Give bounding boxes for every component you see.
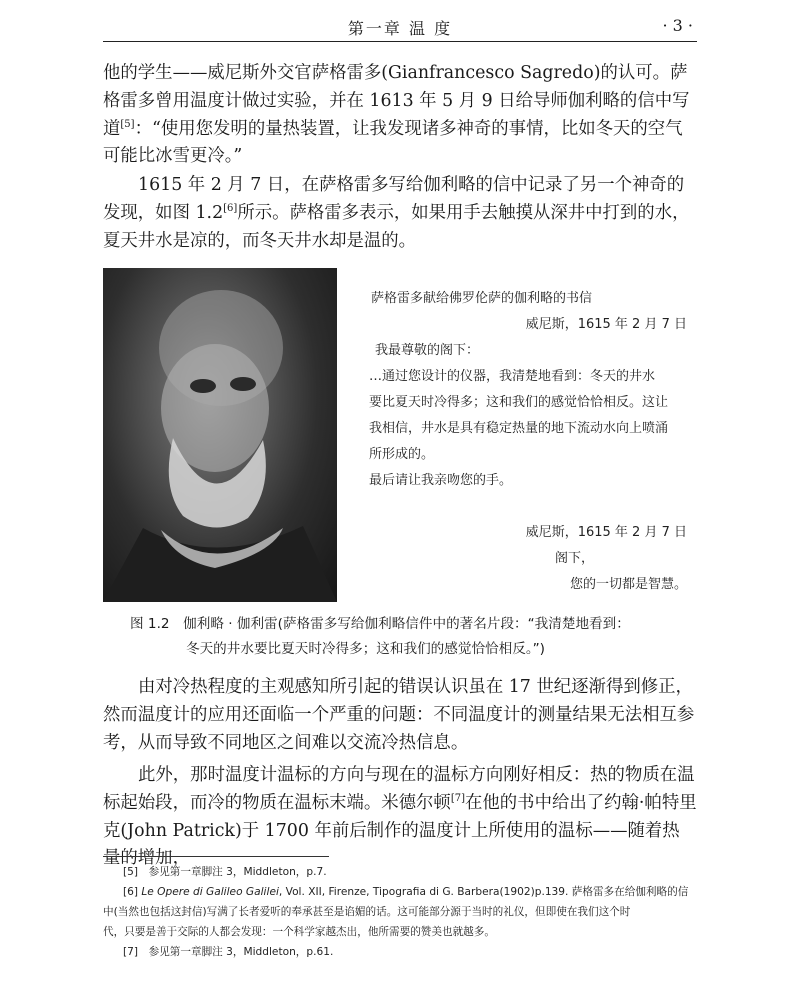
footnote-text: [6] [123,886,142,898]
letter-signature-addressee: 阁下， [555,551,595,566]
letter-place-date: 威尼斯，1615 年 2 月 7 日 [525,317,687,332]
paragraph-3 [103,674,697,757]
paragraph-text: 在他的书中给出了约翰·帕特里克(John Patrick)于 1700 年前后制作的温度计上所使用的温标——随着热量的增加， [103,792,697,869]
figure-1-2 [103,266,697,608]
reference-mark: [5] [120,118,135,130]
footnote-6-line: 代，只要是善于交际的人都会发现：一个科学家越杰出，他所需要的赞美也就越多。 [103,926,495,938]
caption-line: 冬天的井水要比夏天时冷得多；这和我们的感觉恰恰相反。”) [186,641,545,657]
running-header [103,14,697,42]
reference-mark: [6] [223,202,238,214]
figure-caption [130,612,690,662]
paragraph-text: 1615 年 2 月 7 日，在萨格雷多写给伽利略的信中记录了另一个神奇的发现，如图 1.2 [103,175,685,223]
page-number: · 3 · [662,16,693,35]
letter-signature-date: 威尼斯，1615 年 2 月 7 日 [525,525,687,540]
paragraph-text: 所示。萨格雷多表示，如果用手去触摸从深井中打到的水，夏天井水是凉的，而冬天井水却是温的。 [103,202,690,251]
letter-body-line: 要比夏天时冷得多；这和我们的感觉恰恰相反。这让 [369,395,669,410]
footnote-book-title: Le Opere di Galileo Galilei [141,886,279,898]
caption-line: 图 1.2 伽利略 · 伽利雷(萨格雷多写给伽利略信件中的著名片段：“我清楚地看到： [130,616,630,632]
reference-mark: [7] [450,792,465,804]
letter-title: 萨格雷多献给佛罗伦萨的伽利略的书信 [371,291,593,306]
paragraph-text: 此外，那时温度计温标的方向与现在的温标方向刚好相反：热的物质在温标起始段，而冷的物质在温标末端。米德尔顿 [103,765,695,813]
paragraph-text: ：“使用您发明的量热装置，让我发现诸多神奇的事情，比如冬天的空气可能比冰雪更冷。” [103,118,683,167]
footnote-6-line: 中(当然也包括这封信)写满了长者爱听的奉承甚至是谄媚的话。这可能部分源于当时的礼仪，但即使在我们这个时 [103,906,631,918]
footnotes [103,862,697,962]
portrait-drawing [103,268,337,602]
letter-body-line: 我相信，井水是具有稳定热量的地下流动水向上喷涌 [369,421,669,436]
galileo-portrait [103,268,337,602]
paragraph-2 [103,172,697,255]
header-rule [103,41,697,42]
letter-body-line: 所形成的。 [369,447,435,462]
footnote-rule [103,856,329,857]
footnote-5: [5] 参见第一章脚注 3，Middleton，p.7. [123,866,327,878]
letter-body-line: …通过您设计的仪器，我清楚地看到：冬天的井水 [369,369,656,384]
footnote-text: , Vol. XII, Firenze, Tipografia di G. Barbera(1902)p.139. 萨格雷多在给伽利略的信 [278,886,689,898]
letter-excerpt [369,286,693,598]
paragraph-text: 由对冷热程度的主观感知所引起的错误认识虽在 17 世纪逐渐得到修正，然而温度计的应用还面临一个严重的问题：不同温度计的测量结果无法相互参考，从而导致不同地区之间难以交流冷热信息。 [103,677,695,753]
paragraph-1 [103,60,697,171]
letter-closing: 最后请让我亲吻您的手。 [369,473,513,488]
letter-signature-wisdom: 您的一切都是智慧。 [569,577,687,592]
chapter-title: 第一章 温 度 [347,19,453,38]
paragraph-text: 他的学生——威尼斯外交官萨格雷多(Gianfrancesco Sagredo)的认可。萨格雷多曾用温度计做过实验，并在 1613 年 5 月 9 日给导师伽利略的信中写道 [103,63,690,139]
footnote-7: [7] 参见第一章脚注 3，Middleton，p.61. [123,946,334,958]
footnote-6 [103,882,697,902]
letter-salutation: 我最尊敬的阁下： [375,343,480,358]
